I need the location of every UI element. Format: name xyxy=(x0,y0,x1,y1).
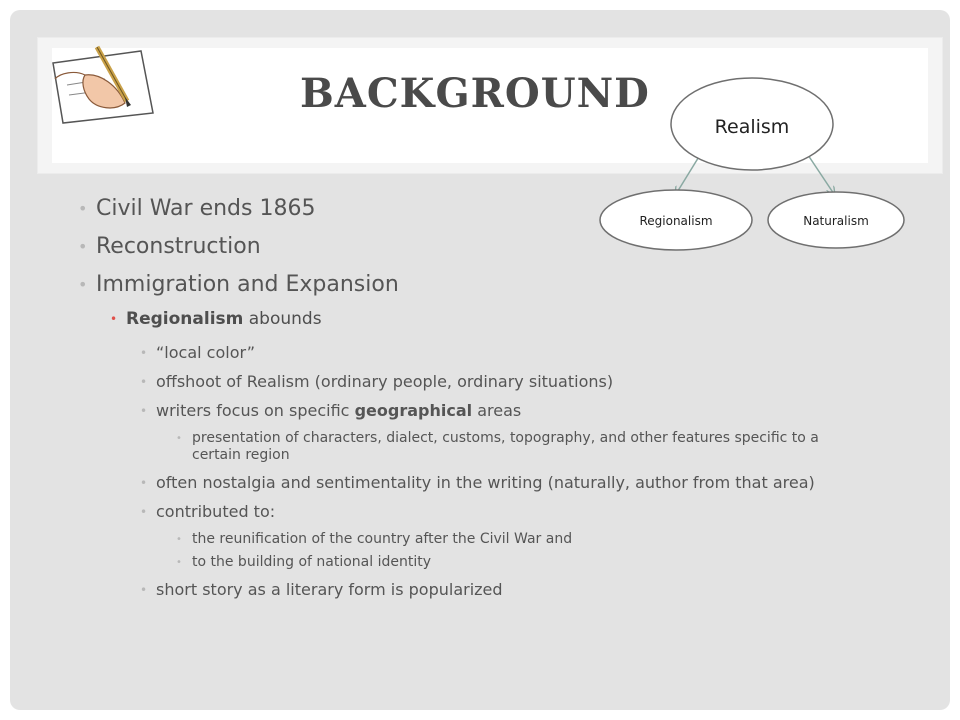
bullet-dot: • xyxy=(176,534,182,545)
list-item xyxy=(78,343,878,363)
list-item xyxy=(78,228,878,266)
list-item xyxy=(78,531,832,548)
bullet-text: the reunification of the country after the Civil War and xyxy=(192,531,573,547)
list-item xyxy=(78,554,832,571)
node-naturalism-label: Naturalism xyxy=(803,214,869,228)
list-item xyxy=(78,473,856,493)
bullet-dot: • xyxy=(78,275,88,294)
list-item xyxy=(78,430,832,464)
list-item xyxy=(78,401,878,421)
regionalism-term: Regionalism xyxy=(126,309,244,329)
hand-writing-icon xyxy=(45,45,155,125)
bullet-dot: • xyxy=(140,375,148,389)
bullet-dot: • xyxy=(140,404,148,418)
bullet-text: to the building of national identity xyxy=(192,554,432,570)
bullet-dot: • xyxy=(176,433,182,444)
bullet-list xyxy=(78,190,878,609)
bullet-text: “local color” xyxy=(156,343,256,362)
list-item xyxy=(78,580,878,600)
node-realism xyxy=(671,78,833,170)
list-item xyxy=(78,502,878,522)
page-title: BACKGROUND xyxy=(300,70,650,117)
list-item xyxy=(78,372,878,392)
bullet-dot: • xyxy=(110,312,118,326)
bullet-dot: • xyxy=(140,505,148,519)
list-item xyxy=(78,266,878,304)
bullet-text: often nostalgia and sentimentality in the writing (naturally, author from that area) xyxy=(156,473,815,492)
bullet-dot: • xyxy=(140,346,148,360)
node-regionalism-label: Regionalism xyxy=(639,214,713,228)
list-item xyxy=(78,304,878,334)
bullet-text: Civil War ends 1865 xyxy=(96,196,316,221)
bullet-text: writers focus on specific xyxy=(156,401,350,420)
bullet-dot: • xyxy=(140,583,148,597)
geographical-term: geographical xyxy=(354,401,473,420)
bullet-dot: • xyxy=(176,557,182,568)
bullet-text: offshoot of Realism (ordinary people, ordinary situations) xyxy=(156,372,614,391)
node-realism-label: Realism xyxy=(714,116,790,138)
bullet-text: Immigration and Expansion xyxy=(96,272,399,297)
bullet-text: Reconstruction xyxy=(96,234,261,259)
list-item xyxy=(78,190,878,228)
bullet-text: short story as a literary form is popularized xyxy=(156,580,503,599)
bullet-dot: • xyxy=(78,237,88,256)
bullet-text: abounds xyxy=(248,309,322,329)
bullet-text: presentation of characters, dialect, customs, topography, and other features specific to a certain region xyxy=(192,430,819,463)
bullet-dot: • xyxy=(78,199,88,218)
bullet-text: contributed to: xyxy=(156,502,276,521)
bullet-text: areas xyxy=(477,401,522,420)
bullet-dot: • xyxy=(140,476,148,490)
